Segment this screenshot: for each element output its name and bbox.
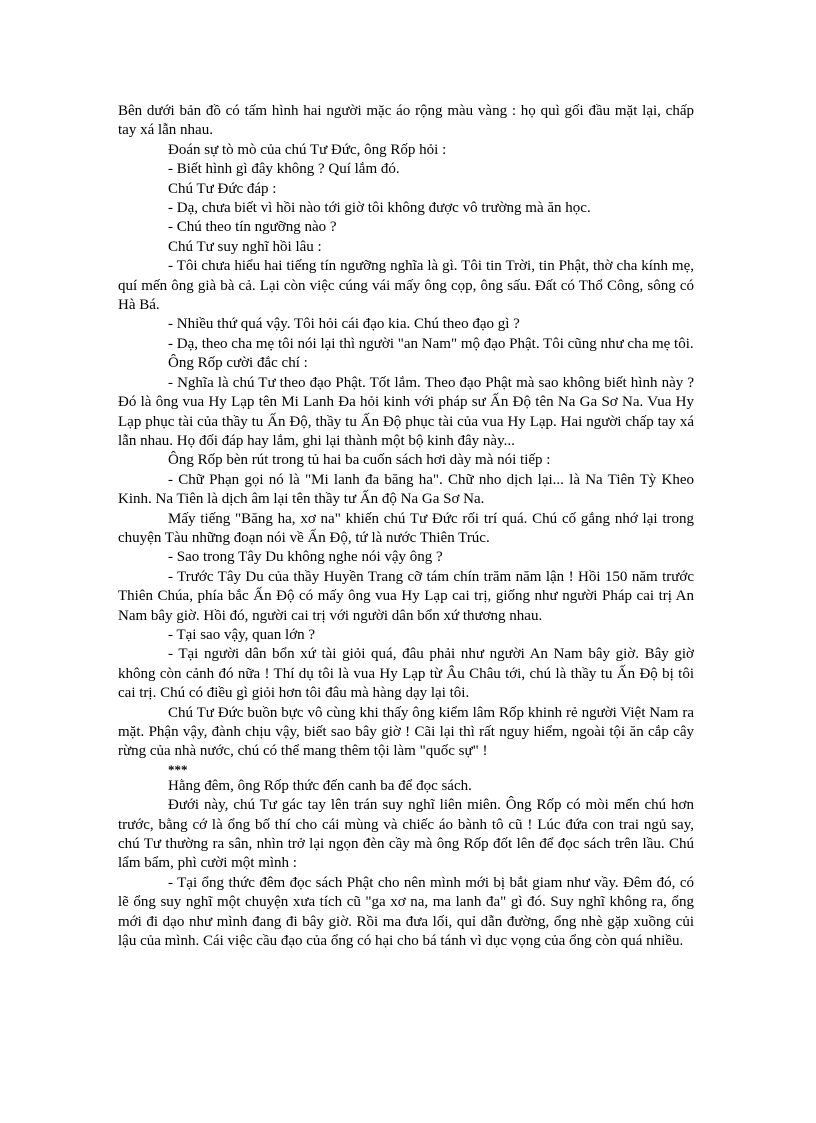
paragraph: - Tại người dân bổn xứ tài giỏi quá, đâu phải như người An Nam bây giờ. Bây giờ không còn cảnh đó nữa ! Thí dụ tôi là vua Hy Lạp từ Âu Châu tới, chú là thầy tu Ấn Độ bị tôi cai trị. Chú có điều gì giỏi hơn tôi đâu mà hàng dạy lại tôi.	[118, 646, 694, 702]
paragraph: - Sao trong Tây Du không nghe nói vậy ông ?	[168, 549, 443, 566]
paragraph: - Dạ, chưa biết vì hồi nào tới giờ tôi không được vô trường mà ăn học.	[168, 200, 591, 217]
paragraph: - Chú theo tín ngưỡng nào ?	[168, 219, 337, 236]
paragraph: Chú Tư suy nghĩ hồi lâu :	[168, 238, 322, 255]
document-page	[118, 102, 694, 951]
paragraph: Bên dưới bản đồ có tấm hình hai người mặc áo rộng màu vàng : họ quì gối đầu mặt lại, chấp tay xá lẫn nhau.	[118, 103, 694, 139]
paragraph: Chú Tư Đức đáp :	[168, 180, 277, 197]
paragraph: Hằng đêm, ông Rốp thức đến canh ba để đọc sách.	[168, 777, 472, 794]
paragraph: - Tại sao vậy, quan lớn ?	[168, 626, 316, 643]
paragraph: - Chữ Phạn gọi nó là "Mi lanh đa băng ha". Chữ nho dịch lại... là Na Tiên Tỳ Kheo Kinh. Na Tiên là dịch âm lại tên thầy tư Ấn độ Na Ga Sơ Na.	[118, 471, 694, 508]
paragraph: - Dạ, theo cha mẹ tôi nói lại thì người "an Nam" mộ đạo Phật. Tôi cũng như cha mẹ tôi.	[168, 335, 694, 352]
section-separator: ***	[168, 761, 188, 777]
paragraph: Ông Rốp bèn rút trong tủ hai ba cuốn sách hơi dày mà nói tiếp :	[168, 452, 551, 469]
paragraph: Đoán sự tò mò của chú Tư Đức, ông Rốp hỏi :	[168, 141, 447, 158]
paragraph: - Nghĩa là chú Tư theo đạo Phật. Tốt lắm. Theo đạo Phật mà sao không biết hình này ? Đó là ông vua Hy Lạp tên Mi Lanh Đa hỏi kinh với pháp sư Ấn Độ tên Na Ga Sơ Na. Vua Hy Lạp phục tài của thầy tu Ấn Độ, thầy tu Ấn Độ phục tài của vua Hy Lạp. Hai người chấp tay xá lẫn nhau. Họ đối đáp hay lắm, ghi lại thành một bộ kinh đây này...	[118, 374, 694, 449]
paragraph: Mấy tiếng "Băng ha, xơ na" khiến chú Tư Đức rối trí quá. Chú cố gắng nhớ lại trong chuyện Tàu những đoạn nói về Ấn Độ, tứ là nước Thiên Trúc.	[118, 510, 694, 546]
paragraph: - Nhiều thứ quá vậy. Tôi hỏi cái đạo kia. Chú theo đạo gì ?	[168, 316, 520, 333]
paragraph: - Trước Tây Du của thầy Huyền Trang cỡ tám chín trăm năm lận ! Hồi 150 năm trước Thiên Chúa, phía bắc Ấn Độ có mấy ông vua Hy Lạp cai trị, giống như người Pháp cai trị An Nam bây giờ. Hồi đó, người cai trị với người dân bổn xứ thương nhau.	[118, 568, 694, 624]
paragraph: - Tại ổng thức đêm đọc sách Phật cho nên mình mới bị bắt giam như vầy. Đêm đó, có lẽ ổng suy nghĩ một chuyện xưa tích cũ "ga xơ na, ma lanh đa" gì đó. Suy nghĩ không ra, ổng mới đi dạo như mình đang đi bây giờ. Rồi ma đưa lối, quỉ dẫn đường, ổng nhè gặp xuồng củi lậu của mình. Cái việc cầu đạo của ổng có hại cho bá tánh vì dục vọng của ổng còn quá nhiều.	[118, 874, 694, 950]
paragraph: - Biết hình gì đây không ? Quí lắm đó.	[168, 161, 400, 178]
paragraph: Ông Rốp cười đắc chí :	[168, 355, 308, 372]
paragraph: - Tôi chưa hiểu hai tiếng tín ngưỡng nghĩa là gì. Tôi tin Trời, tin Phật, thờ cha kính mẹ, quí mến ông già bà cả. Lại còn việc cúng vái mấy ông cọp, ông sấu. Đất có Thổ Công, sông có Hà Bá.	[118, 258, 694, 314]
paragraph: Chú Tư Đức buồn bực vô cùng khi thấy ông kiểm lâm Rốp khinh rẻ người Việt Nam ra mặt. Phận vậy, đành chịu vậy, biết sao bây giờ ! Cãi lại thì rất nguy hiểm, ngoài tội ăn cắp cây rừng của nhà nước, chú có thể mang thêm tội làm "quốc sự" !	[118, 704, 694, 760]
paragraph: Đưới này, chú Tư gác tay lên trán suy nghĩ liên miên. Ông Rốp có mòi mến chú hơn trước, bằng cớ là ổng bố thí cho cái mùng và chiếc áo bành tô cũ ! Lúc đứa con trai ngủ say, chú Tư thường ra sân, nhìn trở lại ngọn đèn cầy mà ông Rốp đốt lên để đọc sách trên lầu. Chú lẩm bẩm, phì cười một mình :	[118, 797, 694, 872]
